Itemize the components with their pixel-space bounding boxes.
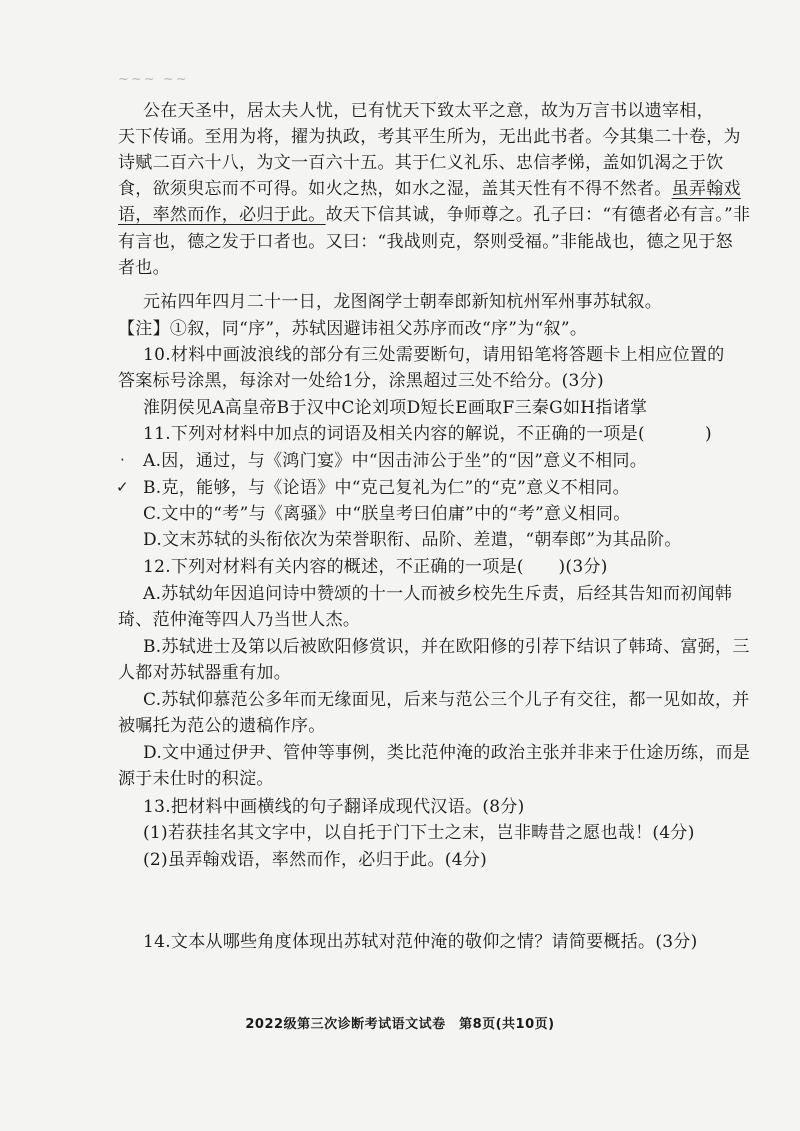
q10-text: 淮阴侯见A高皇帝B于汉中C论刘项D短长E画取F三秦G如H指诸掌 [143, 398, 648, 418]
q11-option-a: A.因，通过，与《鸿门宴》中“因击沛公于坐”的“因”意义不相同。 [143, 451, 648, 471]
q12-option-d-line-2: 源于未仕时的积淀。 [118, 769, 274, 789]
q10-stem-line-2: 答案标号涂黑，每涂对一处给1分，涂黑超过三处不给分。(3分) [118, 371, 604, 391]
q11-option-d: D.文末苏轼的头衔依次为荣誉职衔、品阶、差遣，“朝奉郎”为其品阶。 [143, 530, 682, 550]
handwritten-check-mark: ✓ [116, 478, 129, 496]
q12-stem: 12.下列对材料有关内容的概述，不正确的一项是( )(3分) [143, 557, 608, 577]
q14-stem: 14.文本从哪些角度体现出苏轼对范仲淹的敬仰之情？请简要概括。(3分) [143, 932, 698, 952]
passage-line-5 [118, 205, 750, 225]
signature-line: 元祐四年四月二十一日，龙图阁学士朝奉郎新知杭州军州事苏轼叙。 [143, 292, 662, 312]
passage-line-4 [118, 179, 741, 199]
q11-stem-text: 11.下列对材料中加点的词语及相关内容的解说，不正确的一项是( [143, 424, 645, 444]
q12-option-c-line-1: C.苏轼仰慕范公多年而无缘面见，后来与范公三个儿子有交往，都一见如故，并 [143, 690, 750, 710]
q13-sentence-1: (1)若获挂名其文字中，以自托于门下士之末，岂非畴昔之愿也哉！(4分) [143, 823, 695, 843]
passage-line-2: 天下传诵。至用为将，擢为执政，考其平生所为，无出此书者。今其集二十卷，为 [118, 127, 741, 147]
q13-sentence-2: (2)虽弄翰戏语，率然而作，必归于此。(4分) [143, 850, 488, 870]
pencil-dot-mark: · [120, 451, 125, 469]
q11-stem [143, 424, 712, 444]
q12-option-d-line-1: D.文中通过伊尹、管仲等事例，类比范仲淹的政治主张并非来于仕途历练，而是 [143, 743, 751, 763]
passage-text: 食，欲须臾忘而不可得。如火之热，如水之湿，盖其天性有不得不然者。 [118, 179, 672, 199]
scan-artifact: ~~~ ~~ [118, 72, 189, 87]
page-footer: 2022级第三次诊断考试语文试卷 第8页(共10页) [245, 1017, 555, 1032]
q10-stem-line-1: 10.材料中画波浪线的部分有三处需要断句，请用铅笔将答题卡上相应位置的 [143, 345, 725, 365]
q12-option-c-line-2: 被嘱托为范公的遗稿作序。 [118, 716, 326, 736]
q13-stem: 13.把材料中画横线的句子翻译成现代汉语。(8分) [143, 797, 525, 817]
passage-line-7: 者也。 [118, 258, 170, 278]
passage-line-1: 公在天圣中，居太夫人忧，已有忧天下致太平之意，故为万言书以遗宰相， [143, 101, 714, 121]
q12-option-a-line-2: 琦、范仲淹等四人乃当世人杰。 [118, 610, 361, 630]
underlined-sentence: 语，率然而作，必归于此。 [118, 205, 326, 225]
q11-option-c: C.文中的“考”与《离骚》中“朕皇考曰伯庸”中的“考”意义相同。 [143, 504, 631, 524]
passage-line-3: 诗赋二百六十八，为文一百六十五。其于仁义礼乐、忠信孝悌，盖如饥渴之于饮 [118, 153, 724, 173]
passage-line-6: 有言也，德之发于口者也。又曰：“我战则克，祭则受福。”非能战也，德之见于怒 [118, 232, 733, 252]
footnote: 【注】①叙，同“序”，苏轼因避讳祖父苏序而改“序”为“叙”。 [118, 319, 588, 339]
passage-text: 故天下信其诚，争师尊之。孔子曰：“有德者必有言。”非 [325, 205, 751, 225]
q11-stem-end: ) [704, 424, 712, 444]
q12-option-a-line-1: A.苏轼幼年因追问诗中赞颂的十一人而被乡校先生斥责，后经其告知而初闻韩 [143, 584, 733, 604]
underlined-sentence: 虽弄翰戏 [671, 179, 741, 199]
q12-option-b-line-2: 人都对苏轼器重有加。 [118, 663, 291, 683]
q12-option-b-line-1: B.苏轼进士及第以后被欧阳修赏识，并在欧阳修的引荐下结识了韩琦、富弼，三 [143, 637, 750, 657]
q11-option-b: B.克，能够，与《论语》中“克己复礼为仁”的“克”意义不相同。 [143, 478, 630, 498]
